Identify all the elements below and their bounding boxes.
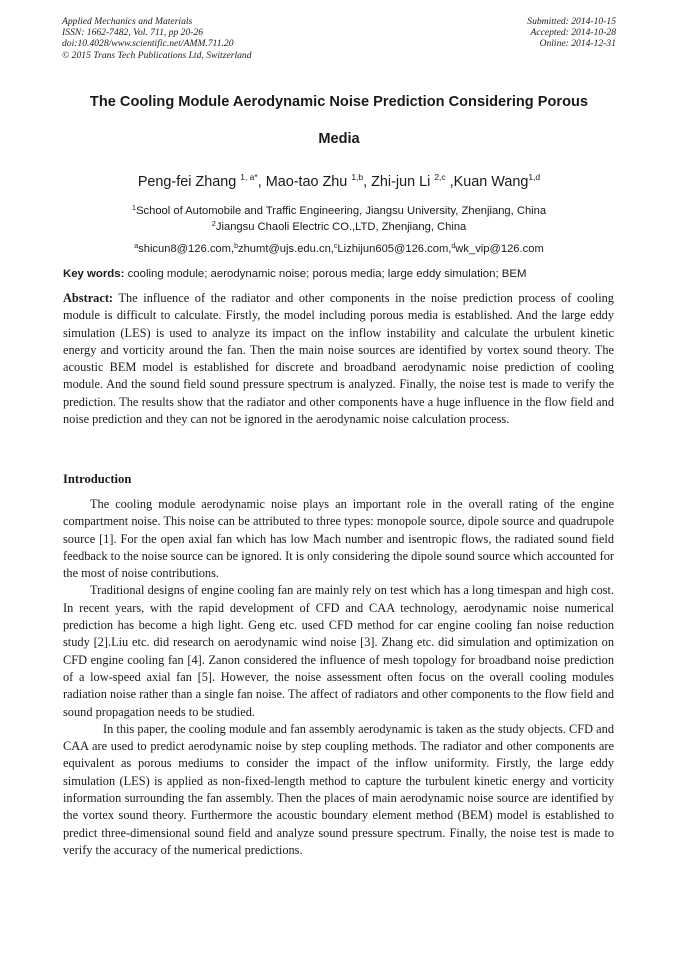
email-sup: c: [333, 243, 338, 250]
copyright-line: © 2015 Trans Tech Publications Ltd, Switzerland: [62, 49, 252, 61]
affiliation-sup: 2: [211, 219, 216, 228]
author-name: Kuan Wang: [453, 174, 529, 190]
affiliation-2: [55, 219, 623, 233]
paragraph: Traditional designs of engine cooling fan are mainly rely on test which has a long timespan and high cost. In recent years, with the rapid development of CFD and CAA technology, aerodynamic noise numerical prediction has become a high light. Geng etc. used CFD method for car engine cooling fan noise reduction study [2].Liu etc. did research on aerodynamic wind noise [3]. Zhang etc. did simulation and optimization on CFD engine cooling fan [4]. Zanon considered the influence of mesh topology for broadband noise prediction of a low-speed axial fan [5]. However, the noise assessment often focus on the overall cooling modules radiation noise rather than a single fan noise. The affect of radiators and other components to the flow field and sound propagation needs to be studied.: [63, 583, 614, 719]
introduction-body: [63, 496, 614, 859]
email-sup: a: [134, 243, 139, 250]
paper-title-line-1: The Cooling Module Aerodynamic Noise Prediction Considering Porous: [89, 94, 589, 110]
paragraph: The cooling module aerodynamic noise plays an important role in the overall rating of the engine compartment noise. This noise can be attributed to three types: monopole source, dipole source and quadrupole source [1]. For the open axial fan which has low Mach number and isentropic flows, the radiated sound field feedback to the noise source can be ignored. It is only considering the dipole sound source which accounted for the most of noise contributions.: [63, 497, 614, 581]
keywords: [63, 268, 615, 280]
author-sup: 1,d: [528, 172, 541, 182]
dates-info: [527, 16, 616, 50]
author-list: Peng-fei Zhang $^{1, a*}$, Mao-tao Zhu $^{1,b}$, Zhi-jun Li $^{2,c}$ ,Kuan Wang$^{1,d}$: [137, 172, 541, 190]
paragraph: In this paper, the cooling module and fan assembly aerodynamic is taken as the study objects. CFD and CAA are used to predict aerodynamic noise by step coupling methods. The radiator and other components are equivalent as porous mediums to consider the impact of the inflow uniformity. Firstly, the large eddy simulation (LES) is applied as non-fixed-length method to capture the turbulent kinetic energy and vorticity information surrounding the fan assembly. Then the places of main aerodynamic noise source are identified by the vortex sound theory. Furthermore the acoustic boundary element method (BEM) model is established to predict three-dimensional sound field and analyze sound pressure spectrum. Finally, the noise test is made to verify the accuracy of the numerical predictions.: [63, 721, 614, 857]
email-link[interactable]: shicun8@126.com,: [138, 243, 235, 255]
section-heading-introduction: Introduction: [63, 472, 132, 486]
online-date: Online: 2014-12-31: [539, 38, 616, 50]
issn-line: ISSN: 1662-7482, Vol. 711, pp 20-26: [62, 27, 204, 39]
author-sup: 2,c: [434, 172, 446, 182]
affiliation-text: Jiangsu Chaoli Electric CO.,LTD, Zhenjiang, China: [215, 221, 467, 233]
author-sup: 1, a*: [240, 172, 258, 182]
email-sup: d: [451, 243, 456, 250]
keywords-label: Key words:: [63, 268, 125, 280]
email-link[interactable]: Lizhijun605@126.com,: [337, 243, 452, 255]
accepted-date: Accepted: 2014-10-28: [530, 27, 616, 39]
email-link[interactable]: wk_vip@126.com: [455, 243, 544, 255]
doi-line: doi:10.4028/www.scientific.net/AMM.711.20: [62, 38, 234, 50]
submitted-date: Submitted: 2014-10-15: [527, 16, 616, 27]
email-list: [55, 243, 623, 255]
affiliation-1: [55, 203, 623, 217]
author-sup: 1,b: [351, 172, 364, 182]
keywords-text: cooling module; aerodynamic noise; porous media; large eddy simulation; BEM: [127, 268, 527, 280]
abstract: [63, 290, 614, 428]
abstract-text: The influence of the radiator and other components in the noise prediction process of cooling module is difficult to calculate. Firstly, the model including porous media is established. And the large eddy simulation (LES) is used to analyze its impact on the inflow instability and calculate the urbulent kinetic energy and vorticity around the fan. Then the main noise sources are identified by vortex sound theory. The acoustic BEM model is established for discrete and broadband aerodynamic noise prediction of cooling module. And the sound field sound pressure spectrum is analyzed. Finally, the noise test is made to verify the prediction. The results show that the radiator and other components have a huge influence in the flow field and noise prediction and they can not be ignored in the aerodynamic noise calculation process.: [63, 291, 614, 427]
author-name: Zhi-jun Li: [371, 174, 431, 190]
journal-info: [62, 16, 252, 61]
paper-title-line-2: Media: [318, 131, 360, 147]
author-name: Peng-fei Zhang: [137, 174, 237, 190]
email-link[interactable]: zhumt@ujs.edu.cn,: [237, 243, 334, 255]
affiliation-text: School of Automobile and Traffic Engineering, Jiangsu University, Zhenjiang, China: [136, 205, 547, 217]
affiliation-sup: 1: [131, 203, 137, 212]
author-name: Mao-tao Zhu: [265, 174, 348, 190]
email-sup: b: [234, 243, 238, 250]
abstract-label: Abstract:: [63, 291, 114, 305]
journal-name: Applied Mechanics and Materials: [62, 16, 193, 27]
